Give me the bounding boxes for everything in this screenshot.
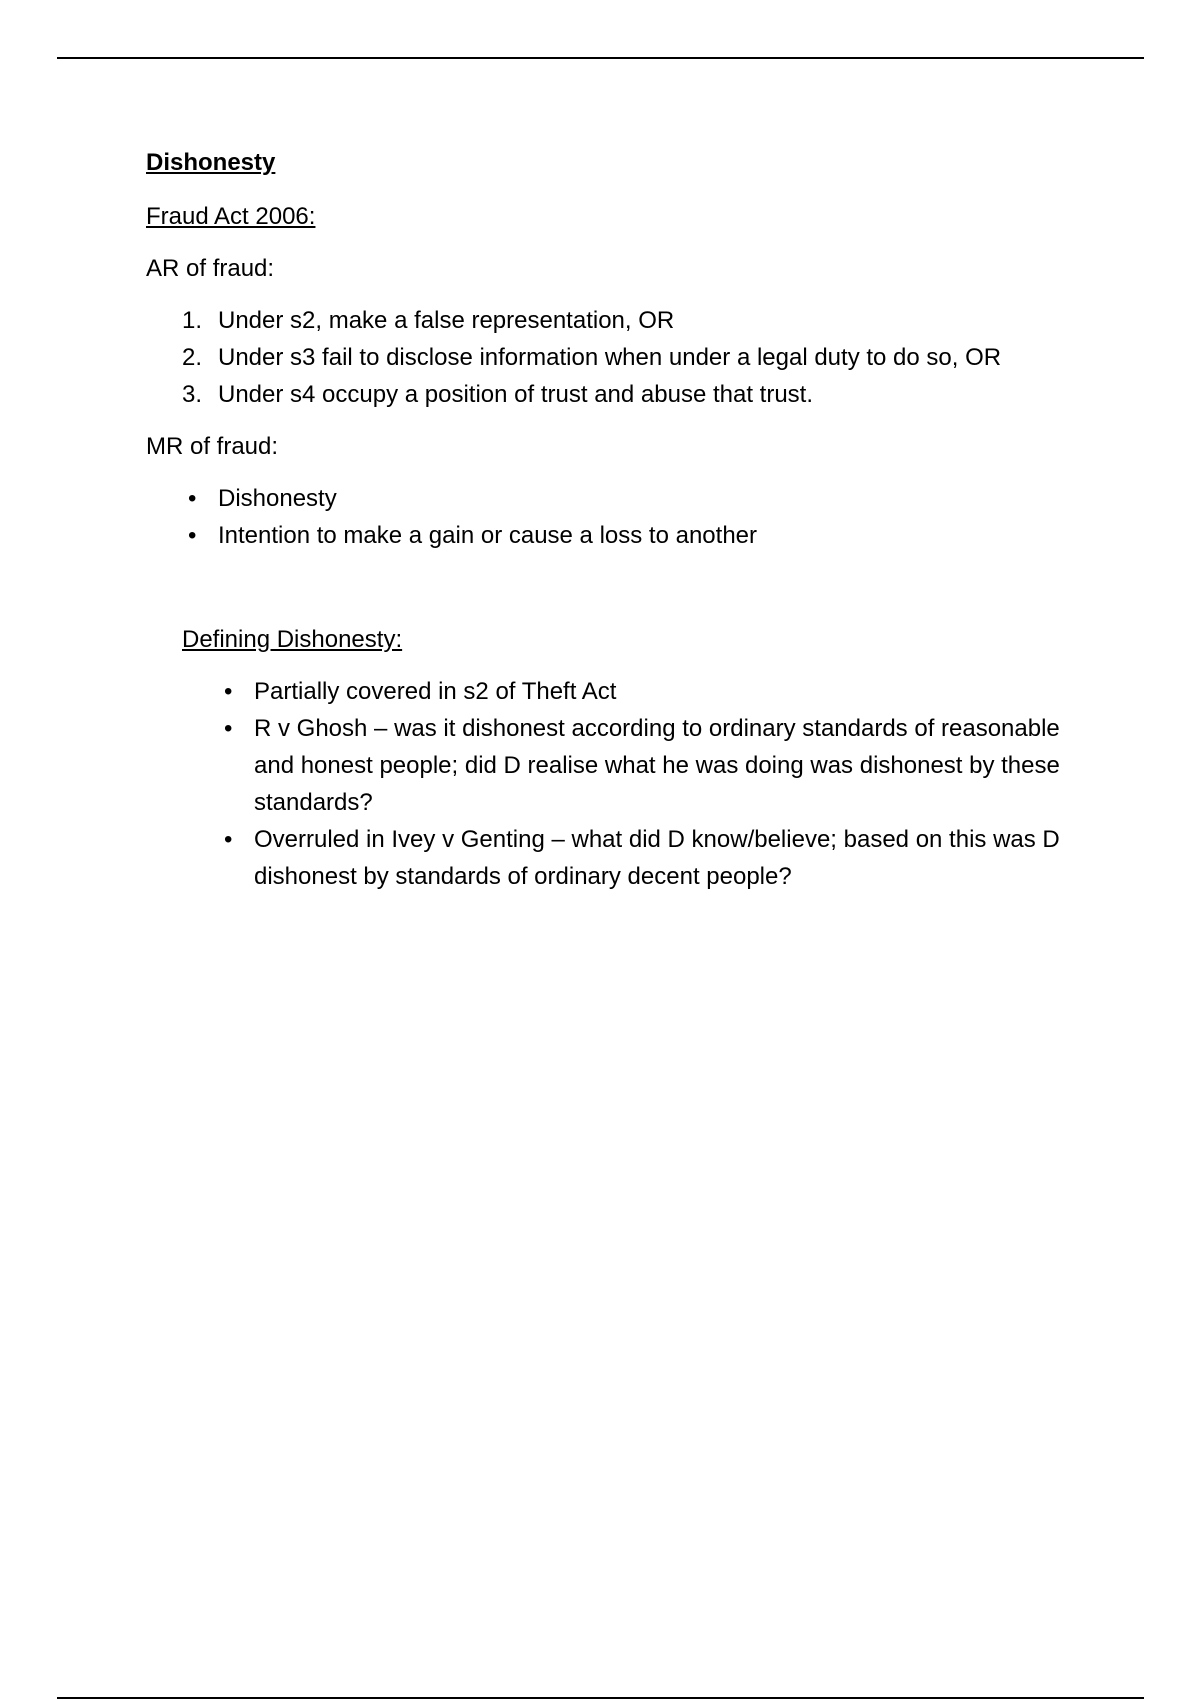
- list-item-text: Overruled in Ivey v Genting – what did D know/believe; based on this was D dishonest by standards of ordinary decent people?: [254, 826, 1060, 890]
- bullet-icon: •: [224, 826, 233, 853]
- list-item: [146, 339, 1066, 376]
- ar-label: AR of fraud:: [146, 255, 275, 282]
- document-body: [146, 144, 1066, 910]
- list-item: [146, 517, 1066, 554]
- bullet-icon: •: [224, 715, 233, 742]
- bullet-icon: •: [224, 678, 233, 705]
- list-item-text: Intention to make a gain or cause a loss to another: [218, 522, 758, 549]
- list-item-text: R v Ghosh – was it dishonest according to ordinary standards of reasonable and honest people; did D realise what he was doing was dishonest by these standards?: [254, 715, 1060, 816]
- bullet-icon: •: [188, 522, 197, 549]
- section-heading-defining-dishonesty: Defining Dishonesty:: [182, 626, 403, 653]
- list-item: [146, 480, 1066, 517]
- header-rule: [57, 57, 1144, 59]
- footer-rule: [57, 1697, 1144, 1699]
- list-item-text: Under s2, make a false representation, OR: [218, 307, 675, 334]
- list-item: [182, 821, 1066, 895]
- list-item: [146, 376, 1066, 413]
- section-heading-fraud-act: Fraud Act 2006:: [146, 203, 316, 230]
- list-item-text: Under s4 occupy a position of trust and abuse that trust.: [218, 381, 814, 408]
- list-item-text: Dishonesty: [218, 485, 337, 512]
- spacer: [146, 569, 1066, 621]
- defining-section: [182, 621, 1066, 895]
- list-item: [182, 673, 1066, 710]
- list-number: 3.: [182, 381, 203, 408]
- list-item-text: Partially covered in s2 of Theft Act: [254, 678, 617, 705]
- ar-list: [146, 302, 1066, 413]
- mr-label: MR of fraud:: [146, 433, 279, 460]
- document-title: Dishonesty: [146, 149, 276, 176]
- list-item-text: Under s3 fail to disclose information when under a legal duty to do so, OR: [218, 344, 1002, 371]
- list-item: [146, 302, 1066, 339]
- list-item: [182, 710, 1066, 821]
- list-number: 2.: [182, 344, 203, 371]
- bullet-icon: •: [188, 485, 197, 512]
- defining-list: [182, 673, 1066, 895]
- mr-list: [146, 480, 1066, 554]
- list-number: 1.: [182, 307, 203, 334]
